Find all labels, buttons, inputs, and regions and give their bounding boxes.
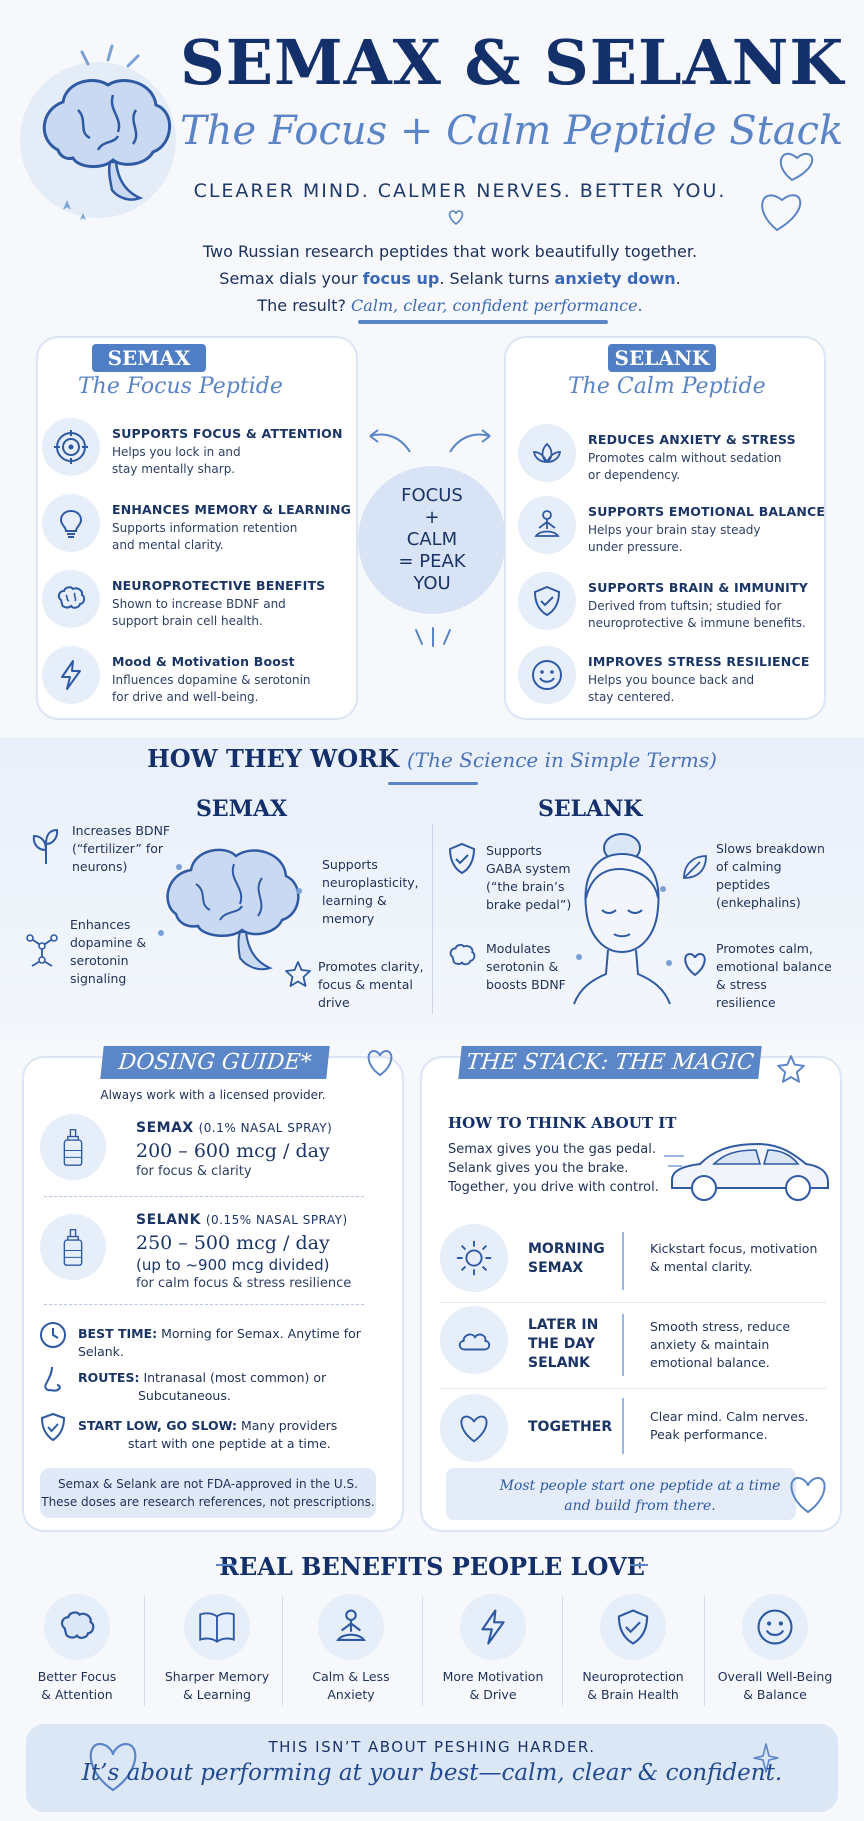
connector-dot (296, 888, 302, 894)
semax-card-subtitle: The Focus Peptide (78, 374, 283, 399)
nose-icon (38, 1364, 68, 1394)
dashed-divider (44, 1196, 364, 1197)
semax-label-bdnf: Increases BDNF (“fertilizer” for neurons) (72, 823, 171, 874)
selank-label-serotonin: Modulates serotonin & boosts BDNF (486, 941, 566, 992)
how-underline (388, 782, 478, 785)
intro-text (150, 238, 750, 319)
star-icon (284, 960, 312, 988)
stage-name: TOGETHER (528, 1419, 613, 1435)
how-semax-heading: SEMAX (196, 796, 288, 822)
shield-check-icon (446, 842, 478, 876)
cloud-icon (440, 1306, 508, 1374)
stack-quote: Most people start one peptide at a time and build from there. (499, 1478, 781, 1514)
tip-best-time: BEST TIME: Morning for Semax. Anytime for Selank. (38, 1320, 398, 1361)
heart-doodle (362, 1046, 398, 1078)
brain-icon (446, 940, 478, 972)
stage-name: LATER IN THE DAY SELANK (528, 1317, 599, 1371)
intro-line-1: Two Russian research peptides that work beautifully together. (202, 242, 698, 261)
benefit-item: Calm & Less Anxiety (282, 1594, 420, 1704)
sprout-icon (30, 824, 62, 866)
selank-dose: SELANK (0.15% NASAL SPRAY) 250 – 500 mcg / day (up to ~900 mcg divided) for calm focus & stress resilience (136, 1212, 352, 1291)
semax-label-clarity: Promotes clarity, focus & mental drive (318, 959, 424, 1010)
selank-label-calm: Promotes calm, emotional balance & stress resilience (716, 941, 832, 1010)
dashed-divider (44, 1304, 364, 1305)
lightning-icon (460, 1594, 526, 1660)
semax-feature: ENHANCES MEMORY & LEARNING Supports information retention and mental clarity. (42, 494, 352, 554)
tip-routes: ROUTES: Intranasal (most common) or Subcutaneous. (38, 1364, 398, 1405)
stack-stage (440, 1394, 508, 1462)
shield-icon (600, 1594, 666, 1660)
smiley-icon (518, 646, 576, 704)
tip-start-low: START LOW, GO SLOW: Many providers start with one peptide at a time. (38, 1412, 398, 1453)
semax-feature: NEUROPROTECTIVE BENEFITS Shown to increase BDNF and support brain cell health. (42, 570, 352, 630)
benefit-item: Overall Well-Being & Balance (706, 1594, 844, 1704)
stack-banner: THE STACK: THE MAGIC (458, 1046, 761, 1079)
brain-icon (44, 1594, 110, 1660)
stage-desc: Kickstart focus, motivation & mental clarity. (650, 1241, 818, 1274)
semax-pill: SEMAX (92, 344, 206, 372)
brain-illustration (18, 40, 188, 240)
focus-calm-bubble: FOCUS + CALM = PEAK YOU (358, 466, 506, 614)
benefit-item: Neuroprotection & Brain Health (564, 1594, 702, 1704)
benefit-item: Better Focus & Attention (8, 1594, 146, 1704)
semax-feature: Mood & Motivation Boost Influences dopamine & serotonin for drive and well-being. (42, 646, 352, 706)
benefit-separator (704, 1596, 705, 1706)
rays-doodle (398, 624, 468, 652)
stack-stage (440, 1306, 508, 1374)
semax-dose: SEMAX (0.1% NASAL SPRAY) 200 – 600 mcg / day for focus & clarity (136, 1120, 333, 1179)
how-divider (432, 824, 433, 1014)
selank-pill: SELANK (608, 344, 716, 372)
stage-line (622, 1232, 624, 1290)
car-illustration (664, 1126, 832, 1208)
connector-dot (576, 954, 582, 960)
brain-icon (42, 570, 100, 628)
selank-feature: SUPPORTS EMOTIONAL BALANCE Helps your brain stay steady under pressure. (518, 496, 824, 556)
target-icon (42, 418, 100, 476)
tagline: CLEARER MIND. CALMER NERVES. BETTER YOU. (193, 180, 727, 202)
dosing-banner: DOSING GUIDE* (100, 1046, 329, 1079)
selank-label-gaba: Supports GABA system (“the brain’s brake pedal”) (486, 843, 572, 912)
benefits-title: REAL BENEFITS PEOPLE LOVE (219, 1552, 645, 1581)
semax-label-dopamine: Enhances dopamine & serotonin signaling (70, 917, 147, 986)
star-doodle (776, 1054, 806, 1084)
lotus-icon (518, 424, 576, 482)
connector-dot (660, 886, 666, 892)
stack-stage (440, 1224, 508, 1292)
lightbulb-icon (42, 494, 100, 552)
selank-label-enkephalins: Slows breakdown of calming peptides (enkephalins) (716, 841, 825, 910)
how-title: HOW THEY WORK (The Science in Simple Terms) (147, 744, 717, 773)
leaf-icon (680, 852, 710, 882)
selank-feature: SUPPORTS BRAIN & IMMUNITY Derived from tuftsin; studied for neuroprotective & immune benefits. (518, 572, 824, 632)
benefits-deco-right (630, 1564, 648, 1566)
book-icon (184, 1594, 250, 1660)
nasal-spray-icon (40, 1214, 106, 1280)
benefit-separator (422, 1596, 423, 1706)
heart-icon (680, 950, 710, 978)
hearts-doodle (752, 130, 832, 240)
benefit-item: More Motivation & Drive (424, 1594, 562, 1704)
intro-underline (358, 320, 608, 324)
semax-feature: SUPPORTS FOCUS & ATTENTION Helps you lock in and stay mentally sharp. (42, 418, 352, 478)
face-illustration (562, 828, 682, 1008)
meditation-icon (518, 496, 576, 554)
smiley-icon (742, 1594, 808, 1660)
page-subtitle: The Focus + Calm Peptide Stack (180, 108, 844, 154)
stage-divider (440, 1388, 826, 1389)
dosing-note: Always work with a licensed provider. (100, 1088, 326, 1102)
benefit-separator (562, 1596, 563, 1706)
stack-heading: HOW TO THINK ABOUT IT (448, 1114, 677, 1132)
heart-doodle (784, 1470, 832, 1516)
selank-card-subtitle: The Calm Peptide (568, 374, 766, 399)
sun-icon (440, 1224, 508, 1292)
connector-dot (666, 960, 672, 966)
selank-feature: REDUCES ANXIETY & STRESS Promotes calm without sedation or dependency. (518, 424, 824, 484)
dosing-disclaimer: Semax & Selank are not FDA-approved in the U.S. These doses are research references, not prescriptions. (40, 1468, 376, 1518)
arrows-doodle (360, 418, 500, 466)
heart-icon (440, 1394, 508, 1462)
stage-desc: Smooth stress, reduce anxiety & maintain emotional balance. (650, 1319, 791, 1370)
connector-dot (158, 930, 164, 936)
stage-name: MORNING SEMAX (528, 1241, 605, 1276)
footer-line-1: THIS ISN’T ABOUT PESHING HARDER. (268, 1738, 596, 1756)
stage-line (622, 1398, 624, 1454)
selank-feature: IMPROVES STRESS RESILIENCE Helps you bounce back and stay centered. (518, 646, 824, 706)
connector-dot (176, 864, 182, 870)
clock-icon (38, 1320, 68, 1350)
benefits-deco-left (216, 1564, 234, 1566)
lightning-icon (42, 646, 100, 704)
shield-check-icon (38, 1412, 68, 1442)
footer-line-2: It’s about performing at your best—calm, clear & confident. (81, 1760, 783, 1786)
how-selank-heading: SELANK (538, 796, 643, 822)
molecule-icon (22, 928, 62, 968)
benefit-item: Sharper Memory & Learning (148, 1594, 286, 1704)
nasal-spray-icon (40, 1114, 106, 1180)
benefit-separator (144, 1596, 145, 1706)
intro-line-2: Semax dials your focus up. Selank turns anxiety down. (219, 269, 681, 288)
stage-desc: Clear mind. Calm nerves. Peak performance. (650, 1409, 809, 1442)
page-title: SEMAX & SELANK (180, 26, 845, 99)
stage-line (622, 1314, 624, 1376)
semax-label-neuro: Supports neuroplasticity, learning & memory (322, 857, 419, 926)
shield-icon (518, 572, 576, 630)
meditation-icon (318, 1594, 384, 1660)
intro-line-3: The result? Calm, clear, confident performance. (257, 296, 643, 315)
stage-divider (440, 1302, 826, 1303)
stack-intro: Semax gives you the gas pedal. Selank gives you the brake. Together, you drive with control. (448, 1142, 659, 1195)
small-heart-icon (446, 208, 466, 226)
